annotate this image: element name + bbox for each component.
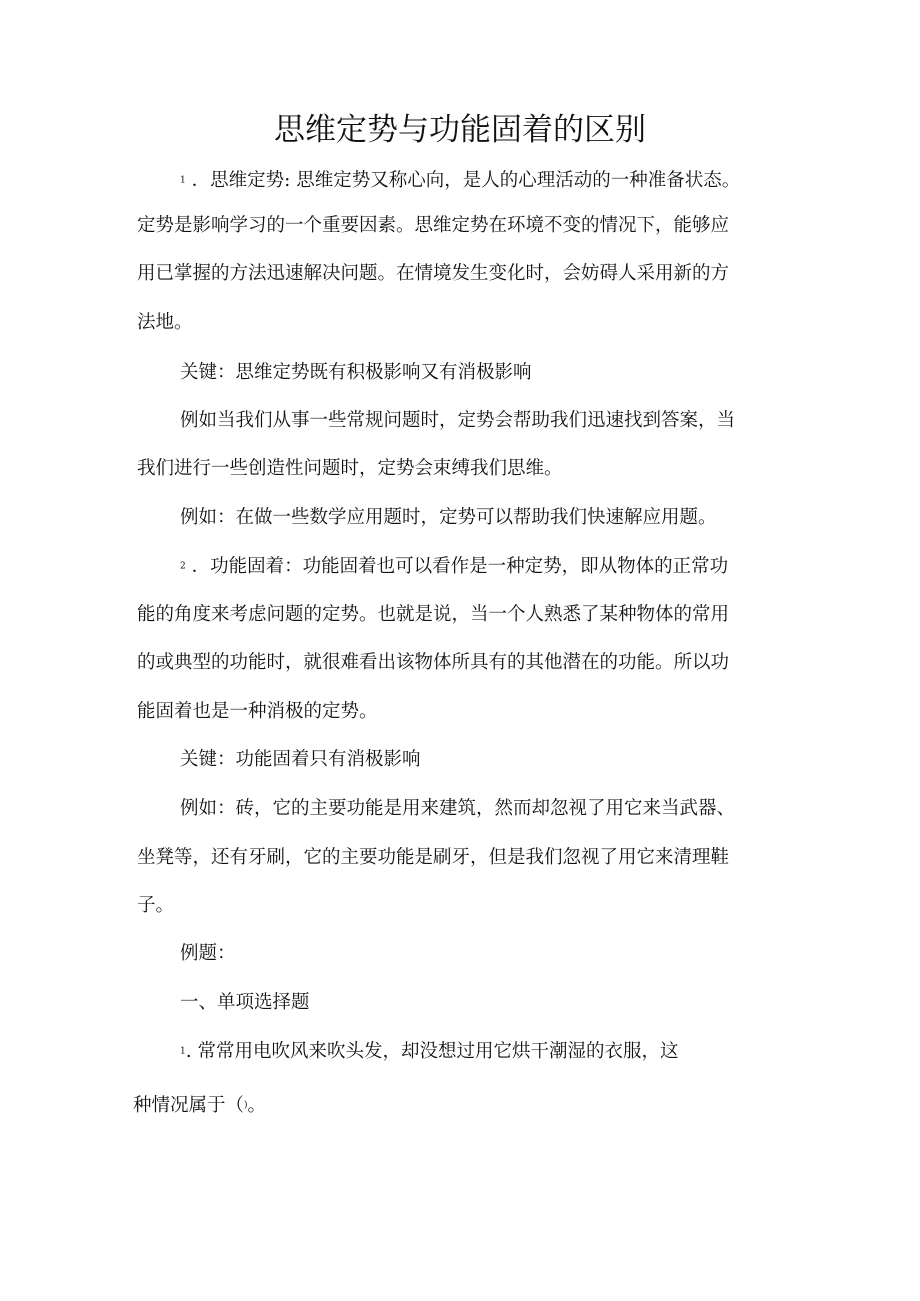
key-point-2: 关键：功能固着只有消极影响 (180, 749, 421, 770)
list-number: 2 (180, 561, 186, 572)
key-point-1: 关键：思维定势既有积极影响又有消极影响 (180, 362, 532, 383)
document-title: 思维定势与功能固着的区别 (274, 112, 646, 148)
paragraph-1-line-3: 用已掌握的方法迅速解决问题。在情境发生变化时，会妨碍人采用新的方 (137, 263, 730, 284)
paragraph-1-line-2: 定势是影响学习的一个重要因素。思维定势在环境不变的情况下，能够应 (137, 215, 730, 236)
paragraph-2-line-4: 能固着也是一种消极的定势。 (137, 701, 378, 722)
section-heading-single-choice: 一、单项选择题 (180, 992, 310, 1013)
question-1-line-2: 种情况属于（)。 (133, 1095, 267, 1116)
example-1-line-1: 例如当我们从事一些常规问题时，定势会帮助我们迅速找到答案，当 (180, 410, 736, 431)
example-3-line-1: 例如：砖，它的主要功能是用来建筑，然而却忽视了用它来当武器、 (180, 798, 736, 819)
example-1-line-2: 我们进行一些创造性问题时，定势会束缚我们思维。 (137, 458, 563, 479)
paragraph-2-line-3: 的或典型的功能时，就很难看出该物体所具有的其他潜在的功能。所以功 (137, 652, 730, 673)
paragraph-2-line-2: 能的角度来考虑问题的定势。也就是说，当一个人熟悉了某种物体的常用 (137, 604, 730, 625)
example-problems-heading: 例题： (180, 943, 236, 964)
example-2: 例如：在做一些数学应用题时，定势可以帮助我们快速解应用题。 (180, 507, 717, 528)
question-number: 1 (180, 1046, 186, 1057)
list-number: 1 (180, 175, 186, 186)
question-1-line-1: 1. 常常用电吹风来吹头发，却没想过用它烘干潮湿的衣服，这 (180, 1041, 679, 1062)
paragraph-1-line-4: 法地。 (137, 312, 193, 333)
paragraph-1-line-1: 1 ．思维定势: 思维定势又称心向，是人的心理活动的一种准备状态。 (180, 170, 741, 191)
paragraph-2-line-1: 2 ．功能固着：功能固着也可以看作是一种定势，即从物体的正常功 (180, 556, 729, 577)
example-3-line-2: 坐凳等，还有牙刷，它的主要功能是刷牙，但是我们忽视了用它来清理鞋 (137, 847, 730, 868)
example-3-line-3: 子。 (137, 895, 175, 916)
